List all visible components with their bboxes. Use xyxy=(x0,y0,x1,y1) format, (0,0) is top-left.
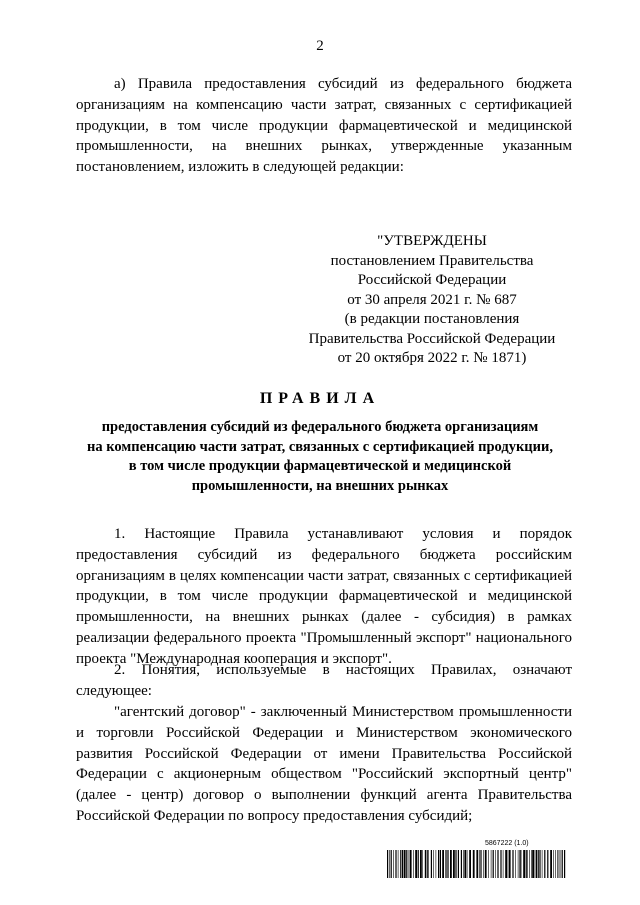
paragraph-1: 1. Настоящие Правила устанавливают условия и порядок предоставления субсидий из федерального бюджета российским организациям в целях компенсации части затрат, связанных с сертификацией продукции, в том числе продукции фармацевтической и медицинской промышленности, на внешних рынках (далее - субсидия) в рамках реализации федерального проекта "Промышленный экспорт" национального проекта "Международная кооперация и экспорт". xyxy=(76,526,572,667)
barcode-block xyxy=(387,840,567,880)
subtitle-line: на компенсацию части затрат, связанных с сертификацией продукции, xyxy=(87,438,553,455)
approval-line: Правительства Российской Федерации xyxy=(308,330,556,347)
document-subtitle xyxy=(60,418,580,496)
approval-line: "УТВЕРЖДЕНЫ xyxy=(377,233,487,249)
intro-paragraph: а) Правила предоставления субсидий из федерального бюджета организациям на компенсацию части затрат, связанных с сертификацией продукции, в том числе продукции фармацевтической и медицинской промышленности, на внешних рынках, утвержденные указанным постановлением, изложить в следующей редакции: xyxy=(76,76,572,176)
approval-block xyxy=(300,232,564,369)
approval-line: Российской Федерации xyxy=(357,272,507,288)
subtitle-line: предоставления субсидий из федерального бюджета организациям xyxy=(101,419,539,435)
approval-line: от 20 октября 2022 г. № 1871) xyxy=(337,350,527,366)
barcode-icon xyxy=(387,850,567,878)
approval-line: от 30 апреля 2021 г. № 687 xyxy=(347,291,517,308)
subtitle-line: промышленности, на внешних рынках xyxy=(191,477,449,494)
barcode-id: 5867222 (1.0) xyxy=(485,840,529,847)
paragraph-3: "агентский договор" - заключенный Министерством промышленности и торговли Российской Федерации и Министерством экономического развития Российской Федерации от имени Правительства Российской Федерации с акционерным обществом "Российский экспортный центр" (далее - центр) договор о выполнении функций агента Правительства Российской Федерации по вопросу предоставления субсидий; xyxy=(76,704,572,824)
document-title: ПРАВИЛА xyxy=(259,390,381,407)
approval-line: постановлением Правительства xyxy=(330,252,534,269)
paragraph-2: 2. Понятия, используемые в настоящих Правилах, означают следующее: xyxy=(76,662,572,699)
approval-line: (в редакции постановления xyxy=(344,311,520,327)
subtitle-line: в том числе продукции фармацевтической и медицинской xyxy=(128,458,512,474)
page-number: 2 xyxy=(316,38,324,54)
